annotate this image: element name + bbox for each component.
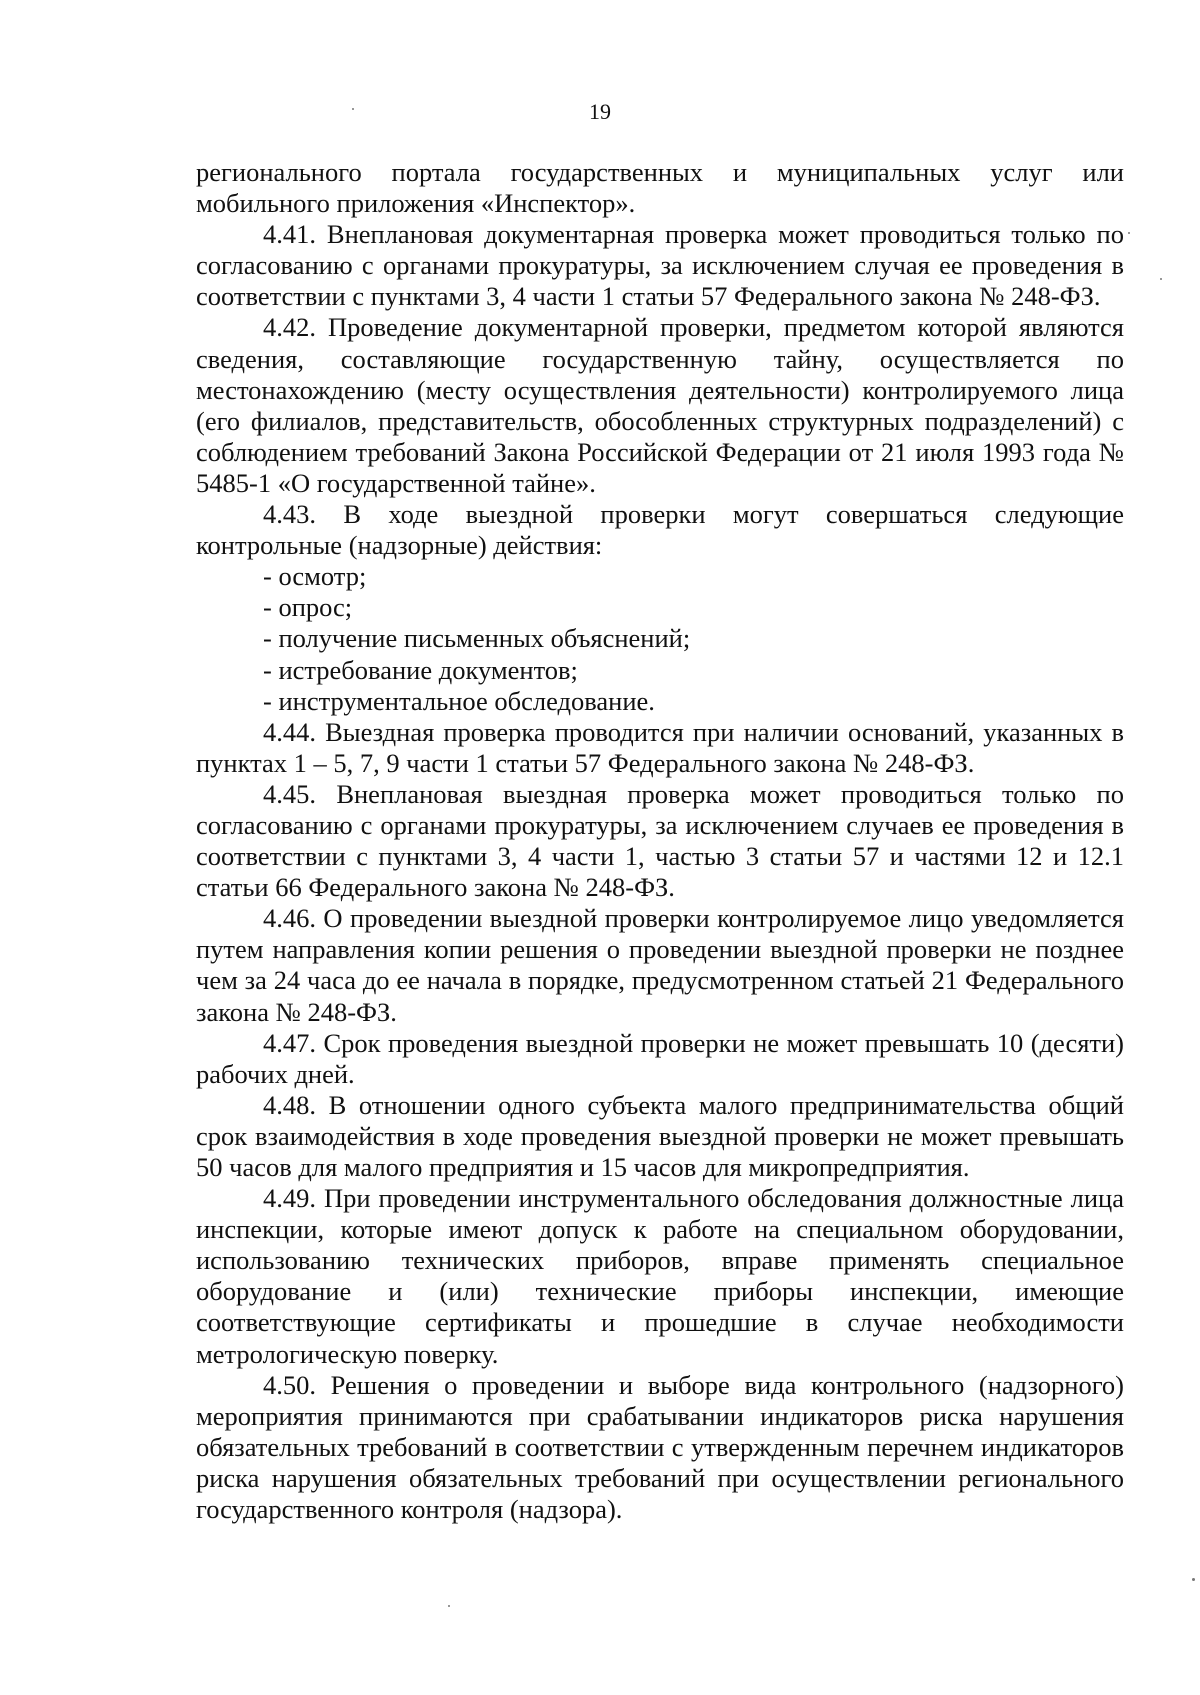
paragraph-4-45: 4.45. Внеплановая выездная проверка может проводиться только по согласованию с органами прокуратуры, за исключением случаев ее проведения в соответствии с пунктами 3, 4 части 1, частью 3 статьи 57 и частями 12 и 12.1 статьи 66 Федерального закона № 248-ФЗ.	[196, 778, 1124, 903]
paragraph-continuation: регионального портала государственных и муниципальных услуг или мобильного приложения «Инспектор».	[196, 157, 1124, 219]
list-item-instrumental-examination: - инструментальное обследование.	[263, 685, 655, 716]
paragraph-4-49: 4.49. При проведении инструментального обследования должностные лица инспекции, которые имеют допуск к работе на специальном оборудовании, использованию технических приборов, вправе применять специальное оборудование и (или) технические приборы инспекции, имеющие соответствующие сертификаты и прошедшие в случае необходимости метрологическую поверку.	[196, 1183, 1124, 1369]
page-number: 19	[589, 99, 611, 124]
paragraph-4-41: 4.41. Внеплановая документарная проверка может проводиться только по согласованию с органами прокуратуры, за исключением случая ее проведения в соответствии с пунктами 3, 4 части 1 статьи 57 Федерального закона № 248-ФЗ.	[196, 219, 1124, 312]
list-item-inspection: - осмотр;	[263, 561, 367, 592]
paragraph-4-48: 4.48. В отношении одного субъекта малого предпринимательства общий срок взаимодействия в ходе проведения выездной проверки не может превышать 50 часов для малого предприятия и 15 часов для микропредприятия.	[196, 1089, 1124, 1182]
list-item-document-request: - истребование документов;	[263, 654, 578, 685]
scan-speck	[1128, 232, 1130, 234]
scan-speck	[1160, 278, 1162, 280]
list-item-written-explanations: - получение письменных объяснений;	[263, 623, 691, 654]
paragraph-4-44: 4.44. Выездная проверка проводится при наличии оснований, указанных в пунктах 1 – 5, 7, 9 части 1 статьи 57 Федерального закона № 248-ФЗ.	[196, 716, 1124, 778]
paragraph-4-42: 4.42. Проведение документарной проверки, предметом которой являются сведения, составляющие государственную тайну, осуществляется по местонахождению (месту осуществления деятельности) контролируемого лица (его филиалов, представительств, обособленных структурных подразделений) с соблюдением требований Закона Российской Федерации от 21 июля 1993 года № 5485-1 «О государственной тайне».	[196, 312, 1124, 498]
paragraph-4-46: 4.46. О проведении выездной проверки контролируемое лицо уведомляется путем направления копии решения о проведении выездной проверки не позднее чем за 24 часа до ее начала в порядке, предусмотренном статьей 21 Федерального закона № 248-ФЗ.	[196, 903, 1124, 1027]
paragraph-4-50: 4.50. Решения о проведении и выборе вида контрольного (надзорного) мероприятия принимаются при срабатывании индикаторов риска нарушения обязательных требований в соответствии с утвержденным перечнем индикаторов риска нарушения обязательных требований при осуществлении регионального государственного контроля (надзора).	[196, 1369, 1124, 1525]
scan-speck	[352, 108, 354, 110]
scan-speck	[1192, 1578, 1195, 1581]
paragraph-4-47: 4.47. Срок проведения выездной проверки не может превышать 10 (десяти) рабочих дней.	[196, 1027, 1124, 1089]
paragraph-4-43: 4.43. В ходе выездной проверки могут совершаться следующие контрольные (надзорные) действия:	[196, 499, 1124, 561]
document-body	[196, 157, 1124, 1525]
scan-speck	[448, 1605, 450, 1607]
list-item-survey: - опрос;	[263, 592, 353, 623]
